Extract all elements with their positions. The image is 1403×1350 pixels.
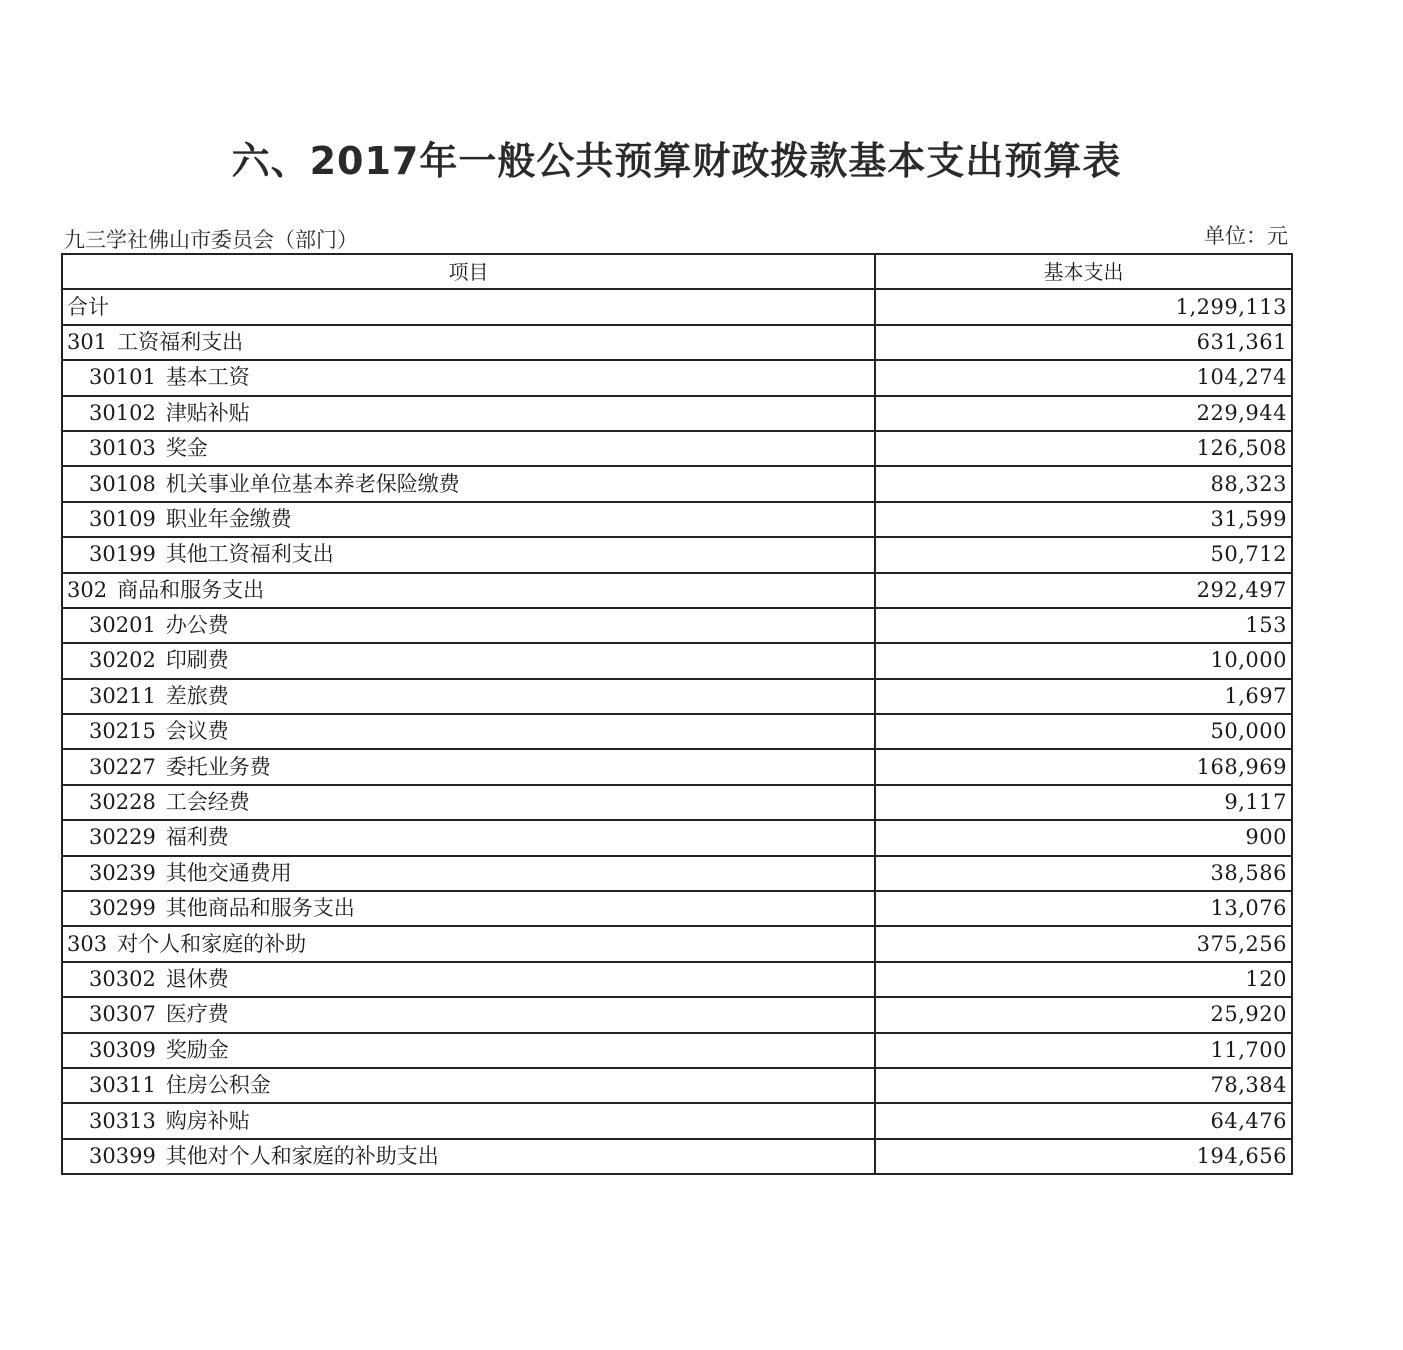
- table-row: [62, 856, 1292, 891]
- table-row: [62, 714, 1292, 749]
- table-row: [62, 749, 1292, 784]
- row-amount-cell: 88,323: [875, 466, 1292, 501]
- table-row: [62, 679, 1292, 714]
- row-amount-cell: 104,274: [875, 360, 1292, 395]
- header-item: 项目: [62, 254, 875, 289]
- row-amount-cell: 25,920: [875, 997, 1292, 1032]
- row-amount-cell: 31,599: [875, 502, 1292, 537]
- row-amount-cell: 120: [875, 962, 1292, 997]
- item-name: 基本工资: [165, 365, 250, 390]
- item-name: 医疗费: [165, 1002, 229, 1027]
- item-code: 30399: [89, 1143, 156, 1168]
- table-row: [62, 325, 1292, 360]
- table-row: [62, 785, 1292, 820]
- row-item-cell: [62, 537, 875, 572]
- row-item-cell: [62, 325, 875, 360]
- item-code: 30309: [89, 1037, 156, 1062]
- item-code: 303: [67, 931, 108, 956]
- row-amount-cell: 153: [875, 608, 1292, 643]
- item-code: 302: [67, 577, 108, 602]
- item-code: 30109: [89, 506, 156, 531]
- table-row: [62, 1139, 1292, 1174]
- item-name: 津贴补贴: [165, 400, 250, 425]
- item-code: 30302: [89, 967, 156, 991]
- item-name: 购房补贴: [165, 1108, 250, 1133]
- row-item-cell: [62, 1068, 875, 1103]
- item-name: 委托业务费: [165, 754, 271, 779]
- item-code: 30101: [89, 365, 156, 390]
- table-row: [62, 289, 1292, 324]
- header-basic-expenditure: 基本支出: [875, 254, 1292, 289]
- item-code: 30229: [89, 825, 156, 850]
- item-code: 30228: [89, 790, 156, 815]
- row-amount-cell: 194,656: [875, 1139, 1292, 1174]
- row-amount-cell: 292,497: [875, 573, 1292, 608]
- page-title: 六、2017年一般公共预算财政拨款基本支出预算表: [231, 139, 1122, 183]
- budget-table: [61, 253, 1293, 1175]
- item-name: 其他对个人和家庭的补助支出: [165, 1143, 439, 1168]
- item-name: 合计: [67, 294, 109, 319]
- item-name: 奖金: [165, 436, 208, 461]
- item-code: 30227: [89, 754, 156, 779]
- table-row: [62, 1103, 1292, 1138]
- table-row: [62, 962, 1292, 997]
- row-item-cell: [62, 785, 875, 820]
- row-item-cell: [62, 360, 875, 395]
- item-name: 其他商品和服务支出: [165, 896, 355, 921]
- item-name: 会议费: [165, 719, 229, 744]
- table-row: [62, 466, 1292, 501]
- item-code: 30311: [89, 1073, 156, 1098]
- item-name: 机关事业单位基本养老保险缴费: [165, 471, 460, 496]
- row-item-cell: [62, 643, 875, 678]
- row-item-cell: [62, 820, 875, 855]
- item-code: 30103: [89, 436, 156, 461]
- row-amount-cell: 13,076: [875, 891, 1292, 926]
- table-row: [62, 820, 1292, 855]
- row-item-cell: [62, 679, 875, 714]
- item-code: 30239: [89, 860, 156, 885]
- row-item-cell: [62, 466, 875, 501]
- row-amount-cell: 50,712: [875, 537, 1292, 572]
- table-header-row: [62, 254, 1292, 289]
- row-item-cell: [62, 926, 875, 961]
- item-name: 商品和服务支出: [117, 577, 265, 602]
- item-code: 30199: [89, 542, 156, 567]
- table-row: [62, 396, 1292, 431]
- table-row: [62, 1033, 1292, 1068]
- row-amount-cell: 168,969: [875, 749, 1292, 784]
- table-row: [62, 1068, 1292, 1103]
- item-name: 办公费: [165, 613, 229, 638]
- row-item-cell: [62, 856, 875, 891]
- item-name: 印刷费: [165, 648, 229, 673]
- table-row: [62, 431, 1292, 466]
- item-name: 住房公积金: [165, 1073, 271, 1098]
- row-amount-cell: 900: [875, 820, 1292, 855]
- item-code: 30201: [89, 613, 156, 638]
- item-code: 30313: [89, 1108, 156, 1133]
- row-item-cell: [62, 962, 875, 997]
- item-name: 差旅费: [165, 683, 229, 708]
- item-name: 工会经费: [165, 790, 250, 815]
- table-row: [62, 926, 1292, 961]
- row-item-cell: [62, 749, 875, 784]
- item-code: 30202: [89, 648, 156, 673]
- table-row: [62, 502, 1292, 537]
- item-name: 退休费: [165, 967, 229, 991]
- row-item-cell: [62, 396, 875, 431]
- row-item-cell: [62, 608, 875, 643]
- table-row: [62, 573, 1292, 608]
- row-amount-cell: 64,476: [875, 1103, 1292, 1138]
- department-label: 九三学社佛山市委员会（部门）: [64, 228, 358, 252]
- table-row: [62, 608, 1292, 643]
- table-row: [62, 643, 1292, 678]
- item-code: 301: [67, 329, 108, 354]
- row-item-cell: [62, 1033, 875, 1068]
- item-code: 30299: [89, 896, 156, 921]
- table-row: [62, 537, 1292, 572]
- row-amount-cell: 78,384: [875, 1068, 1292, 1103]
- unit-label: 单位：元: [1204, 224, 1288, 248]
- row-amount-cell: 126,508: [875, 431, 1292, 466]
- table-body: [62, 289, 1292, 1174]
- item-code: 30215: [89, 719, 156, 744]
- item-name: 对个人和家庭的补助: [117, 931, 307, 956]
- item-code: 30108: [89, 471, 156, 496]
- item-code: 30307: [89, 1002, 156, 1027]
- row-item-cell: [62, 1103, 875, 1138]
- row-amount-cell: 38,586: [875, 856, 1292, 891]
- row-amount-cell: 631,361: [875, 325, 1292, 360]
- row-item-cell: [62, 891, 875, 926]
- row-amount-cell: 1,299,113: [875, 289, 1292, 324]
- item-name: 福利费: [165, 825, 229, 850]
- row-item-cell: [62, 573, 875, 608]
- table-row: [62, 891, 1292, 926]
- row-amount-cell: 9,117: [875, 785, 1292, 820]
- row-amount-cell: 10,000: [875, 643, 1292, 678]
- item-name: 职业年金缴费: [165, 506, 292, 531]
- item-name: 其他工资福利支出: [165, 542, 334, 567]
- item-name: 其他交通费用: [165, 860, 292, 885]
- row-item-cell: [62, 502, 875, 537]
- item-name: 奖励金: [165, 1037, 229, 1062]
- row-amount-cell: 1,697: [875, 679, 1292, 714]
- row-item-cell: [62, 997, 875, 1032]
- row-amount-cell: 229,944: [875, 396, 1292, 431]
- row-amount-cell: 375,256: [875, 926, 1292, 961]
- row-item-cell: [62, 714, 875, 749]
- row-amount-cell: 11,700: [875, 1033, 1292, 1068]
- row-item-cell: [62, 1139, 875, 1174]
- table-row: [62, 360, 1292, 395]
- row-item-cell: [62, 289, 875, 324]
- row-item-cell: [62, 431, 875, 466]
- table-row: [62, 997, 1292, 1032]
- item-code: 30102: [89, 400, 156, 425]
- row-amount-cell: 50,000: [875, 714, 1292, 749]
- item-code: 30211: [89, 683, 156, 708]
- item-name: 工资福利支出: [117, 329, 244, 354]
